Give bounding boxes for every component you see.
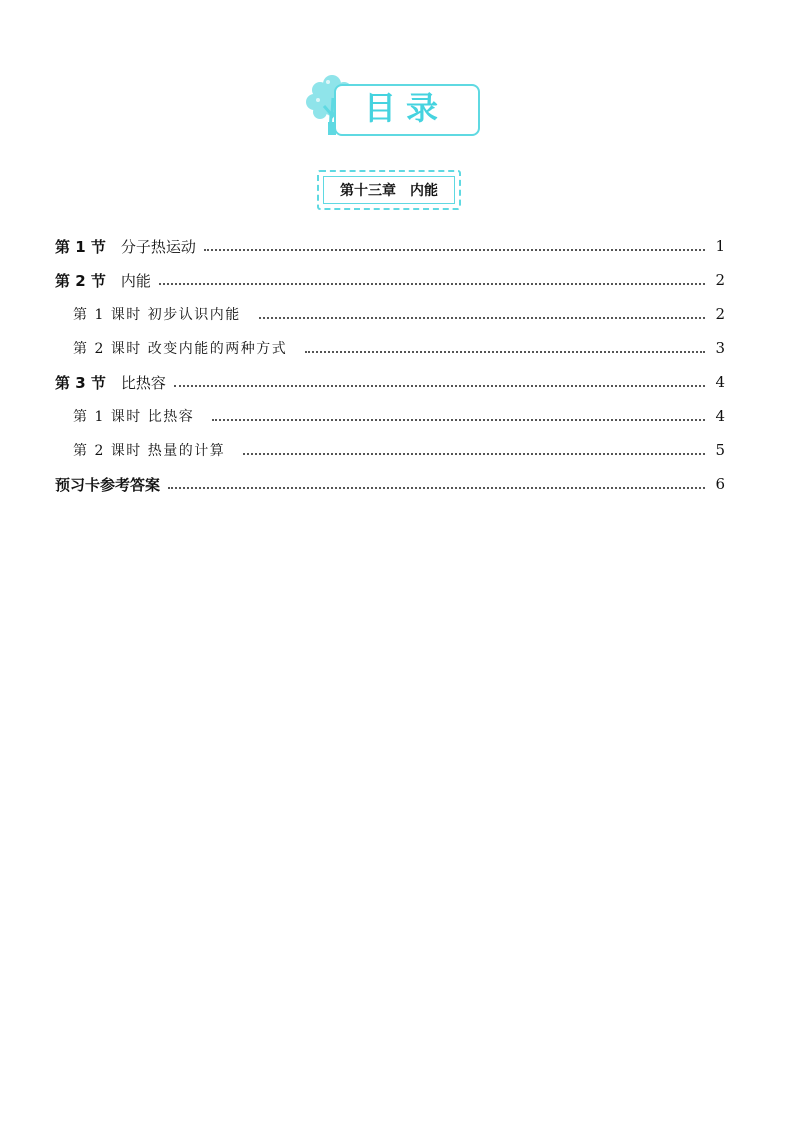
toc-subentry[interactable] (55, 399, 725, 433)
dot-leader (204, 248, 705, 251)
toc-subentry[interactable] (55, 297, 725, 331)
toc-entry-title: 预习卡参考答案 (55, 475, 161, 494)
chapter-title: 第十三章 内能 (323, 176, 455, 204)
toc-entry-title: 热量的计算 (147, 443, 226, 459)
toc-entry-title: 初步认识内能 (147, 307, 241, 323)
toc-lesson-number: 第 1 课时 (73, 409, 142, 425)
toc-page-number: 2 (715, 305, 725, 323)
toc-section-number: 第 3 节 (55, 373, 106, 392)
chapter-heading-box (317, 170, 461, 210)
dot-leader (305, 350, 705, 353)
page-title: 目录 (364, 89, 449, 127)
dot-leader (159, 282, 705, 285)
toc-lesson-number: 第 1 课时 (73, 307, 142, 323)
toc-page-number: 5 (715, 441, 725, 459)
dot-leader (174, 384, 705, 387)
title-banner (302, 68, 480, 138)
toc-subentry[interactable] (55, 331, 725, 365)
dot-leader (212, 418, 705, 421)
toc-entry-title: 分子热运动 (120, 237, 196, 256)
dot-leader (259, 316, 705, 319)
dot-leader (168, 486, 705, 489)
toc-entry[interactable] (55, 365, 725, 399)
toc-entry[interactable] (55, 229, 725, 263)
toc-page-number: 4 (715, 407, 725, 425)
toc-page-number: 3 (715, 339, 725, 357)
toc-page-number: 1 (715, 237, 725, 255)
toc-page-number: 2 (715, 271, 725, 289)
toc-entry-title: 内能 (120, 271, 151, 290)
toc-section-number: 第 2 节 (55, 271, 106, 290)
toc-page-number: 4 (715, 373, 725, 391)
table-of-contents (55, 229, 725, 501)
toc-subentry[interactable] (55, 433, 725, 467)
dot-leader (243, 452, 705, 455)
toc-lesson-number: 第 2 课时 (73, 443, 142, 459)
toc-entry-title: 比热容 (147, 409, 195, 425)
toc-entry-title: 比热容 (120, 373, 166, 392)
toc-section-number: 第 1 节 (55, 237, 106, 256)
toc-lesson-number: 第 2 课时 (73, 341, 142, 357)
toc-page-number: 6 (715, 475, 725, 493)
toc-entry[interactable] (55, 263, 725, 297)
toc-entry-title: 改变内能的两种方式 (147, 341, 288, 357)
toc-entry[interactable] (55, 467, 725, 501)
